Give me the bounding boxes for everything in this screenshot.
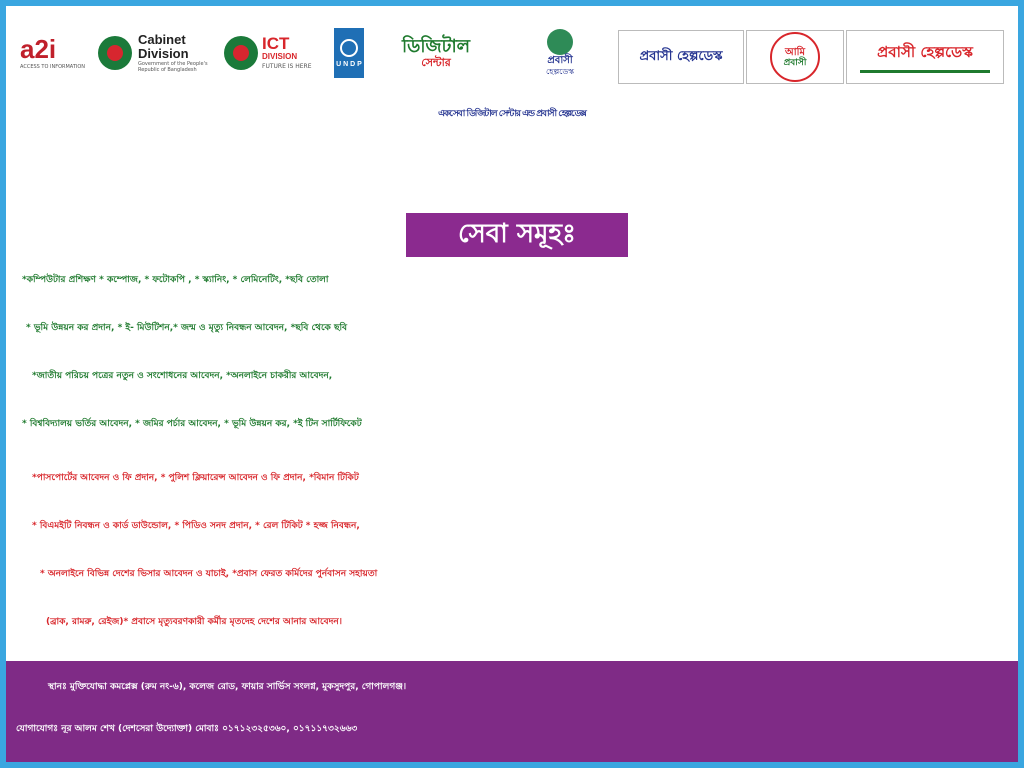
ami-probashi-logo xyxy=(746,30,844,84)
service-line: *জাতীয় পরিচয় পত্রের নতুন ও সংশোধনের আবেদন, *অনলাইনে চাকরীর আবেদন, xyxy=(32,371,333,381)
service-line: * অনলাইনে বিভিন্ন দেশের ভিসার আবেদন ও যাচাই, *প্রবাস ফেরত কর্মিদের পুর্নবাসন সহায়তা xyxy=(40,569,378,579)
services-heading: সেবা সমূহঃ xyxy=(406,213,628,257)
ict-logo-line2: DIVISION xyxy=(262,52,298,61)
probashi-logo-line2: হেল্পডেস্ক xyxy=(546,67,575,76)
probashi-logo-line1: প্রবাসী xyxy=(547,55,573,66)
probashi-helpdesk-banner-2 xyxy=(846,30,1004,84)
probashi-helpdesk-banner-1 xyxy=(618,30,744,84)
footer-band xyxy=(6,661,1018,762)
government-seal-icon xyxy=(224,36,258,70)
service-line: * বিএমইটি নিবন্ধন ও কার্ড ডাউন্ডোল, * পিডিও সনদ প্রদান, * রেল টিকিট * হজ্জ নিবন্ধন, xyxy=(32,521,360,531)
service-line: *কম্পিউটার প্রশিক্ষণ * কম্পোজ, * ফটোকপি , * স্ক্যানিং, * লেমিনেটিং, *ছবি তোলা xyxy=(22,275,329,285)
un-emblem-icon xyxy=(340,39,358,57)
probashi-emblem-icon xyxy=(547,29,573,55)
service-line: * ভূমি উন্নয়ন কর প্রদান, * ই- মিউটিশন,* জন্ম ও মৃত্যু নিবন্ধন আবেদন, *ছবি থেকে ছবি xyxy=(26,323,348,333)
footer-contact: যোগাযোগঃ নূর আলম শেখ (দেশসেরা উদ্যোক্তা) মোবাঃ ০১৭১২৩২৫৩৬০, ০১৭১১৭৩২৬৬৩ xyxy=(16,724,358,734)
service-line: *পাসপোর্টের আবেদন ও ফি প্রদান, * পুলিশ ক্লিয়ারেন্স আবেদন ও ফি প্রদান, *বিমান টিকিট xyxy=(32,473,359,483)
undp-logo-text: U N D P xyxy=(336,60,362,68)
banner-1-text: প্রবাসী হেল্পডেস্ক xyxy=(639,48,723,64)
ict-division-logo xyxy=(224,20,312,86)
service-line: * বিশ্ববিদ্যালয় ভর্তির আবেদন, * জমির পর্চার আবেদন, * ভূমি উন্নয়ন কর, *ই টিন সার্টিফিকেট xyxy=(22,419,362,429)
a2i-logo-subtext: ACCESS TO INFORMATION xyxy=(20,63,86,70)
poster xyxy=(6,6,1018,762)
government-seal-icon xyxy=(98,36,132,70)
cabinet-division-logo xyxy=(98,20,224,86)
undp-logo xyxy=(334,20,364,86)
digital-logo-line2: সেন্টার xyxy=(421,56,451,69)
logo-strip xyxy=(6,20,1018,90)
service-line: (ব্রাক, রামরু, রেইজ)* প্রবাসে মৃত্যুবরণকারী কর্মীর মৃতদেহ দেশের আনার আবেদন। xyxy=(46,617,342,627)
ami-logo-line2: প্রবাসী xyxy=(783,57,807,68)
ict-logo-subtext: FUTURE IS HERE xyxy=(262,63,312,70)
banner-2-stripe xyxy=(860,70,990,73)
a2i-logo-text: a2i xyxy=(20,33,57,64)
cabinet-logo-line1: Cabinet xyxy=(138,32,186,47)
digital-logo-line1: ডিজিটাল xyxy=(402,36,471,57)
a2i-logo xyxy=(20,20,85,86)
cabinet-logo-line2: Division xyxy=(138,46,189,61)
page-title: একসেবা ডিজিটাল সেন্টার এন্ড প্রবাসী হেল্পডেক্স xyxy=(438,109,586,119)
banner-2-text: প্রবাসী হেল্পডেস্ক xyxy=(877,43,973,61)
cabinet-logo-subtext: Government of the People's Republic of Bangladesh xyxy=(138,61,208,73)
probashi-helpdesk-logo xyxy=(546,20,574,86)
digital-center-logo xyxy=(402,20,470,86)
ami-logo-line1: আমি xyxy=(784,46,806,58)
ict-logo-line1: ICT xyxy=(262,34,290,53)
footer-address: স্থানঃ মুক্তিযোদ্ধা কমপ্লেক্স (রুম নং-৬), কলেজ রোড, ফায়ার সার্ভিস সংলগ্ন, মুকসুদপুর, গোপালগঞ্জ। xyxy=(48,682,407,692)
